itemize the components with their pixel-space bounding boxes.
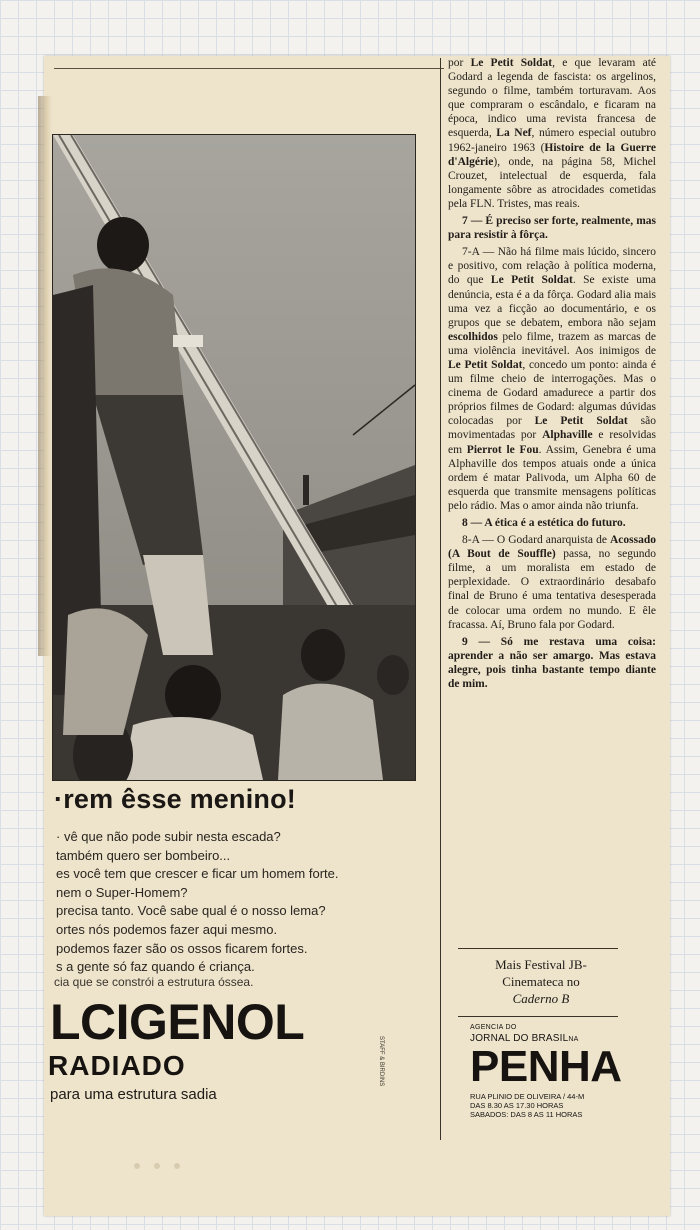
promo-line: Caderno B: [512, 991, 570, 1006]
agency-label: AGENCIA DO: [470, 1024, 517, 1031]
issue-title: Histoire de la Guerre d'Algérie: [448, 141, 657, 168]
article-column: [448, 56, 656, 691]
ad-line: podemos fazer são os ossos ficarem fortes.: [56, 940, 308, 956]
ad-body: [56, 828, 416, 977]
agency-hours: DAS 8.30 AS 17.30 HORAS: [470, 1101, 564, 1110]
ad-credit: STAFF & BIRDINS: [378, 1036, 384, 1087]
agency-address: RUA PLINIO DE OLIVEIRA / 44-M: [470, 1092, 585, 1101]
article-point-heading: 8 — A ética é a estética do futuro.: [462, 517, 626, 529]
ad-line: · vê que não pode subir nesta escada?: [56, 829, 281, 844]
festival-promo: [456, 956, 626, 1007]
ad-line: es você tem que crescer e ficar um homem forte.: [56, 866, 339, 882]
top-rule: [54, 68, 444, 69]
agency-hours: SABADOS: DAS 8 AS 11 HORAS: [470, 1110, 583, 1119]
article-paragraph: 8-A — O Godard anarquista de Acossado (A Bout de Souffle) passa, no segundo filme, a um moralista em estado de perplexidade. O extraordinário desabafo final de Bruno é uma tentativa desesperada de colocar uma ordem no mundo. E êle fracassa. Aí, Bruno fala por Godard.: [448, 534, 656, 631]
magazine-title: La Nef: [496, 127, 532, 140]
ad-brand-logo: LCIGENOL: [50, 994, 305, 1050]
agency-ad: [470, 1024, 650, 1119]
ad-tagline: cia que se constrói a estrutura óssea.: [54, 975, 254, 989]
ad-line: ortes nós podemos fazer aqui mesmo.: [56, 921, 278, 937]
ad-slogan: para uma estrutura sadia: [50, 1086, 217, 1103]
paper-marks: [134, 1156, 244, 1162]
ad-line: precisa tanto. Você sabe qual é o nosso lema?: [56, 903, 326, 919]
torn-edge: [38, 96, 52, 656]
promo-line: Mais Festival JB-: [495, 957, 587, 972]
promo-line: Cinemateca no: [502, 974, 580, 989]
promo-rule: [458, 948, 618, 949]
bombeiro-photo: [52, 134, 416, 781]
agency-name: JORNAL DO BRASILNA: [470, 1033, 579, 1044]
article-paragraph: 7-A — Não há filme mais lúcido, sincero e positivo, com relação à política moderna, do que Le Petit Soldat. Se existe uma denúncia, esta é a da fôrça. Godard alia mais uma vez a ficção ao documentário, e os grupos que se debatem, embora não sejam escolhidos pelo filme, trazem as marcas de uma violência inevitável. Aos inimigos de Le Petit Soldat, concedo um ponto: ainda é um filme cheio de interrogações. Mas o cinema de Godard amadurece a partir dos próprios filmes de Godard: algumas dúvidas colocadas por Le Petit Soldat são movimentadas por Alphaville e resolvidas em Pierrot le Fou. Assim, Genebra é uma Alphaville dos tempos atuais onde a única ordem é matar Palivoda, um Alpha 60 de esquerda que transmite mensagens políticas pelo rádio. Mas o amor ainda não triunfa.: [448, 246, 657, 512]
ad-headline: ·rem êsse menino!: [54, 784, 296, 814]
agency-city: PENHA: [470, 1042, 622, 1091]
ad-line: s a gente só faz quando é criança.: [56, 959, 255, 975]
ad-brand-subtitle: RADIADO: [48, 1050, 186, 1081]
article-paragraph: por Le Petit Soldat, e que levaram até Godard a legenda de fascista: os argelinos, segundo o filme, também torturavam. Aos que compraram o escândalo, e ficaram na época, indico uma revista francesa de esquerda, La Nef, número especial outubro 1962-janeiro 1963 (Histoire de la Guerre d'Algérie), onde, na página 58, Michel Crouzet, intelectual de esquerda, fala longamente sôbre as atrocidades cometidas pela FLN. Tristes, mas reais.: [448, 57, 657, 210]
article-point-heading: 7 — É preciso ser forte, realmente, mas para resistir à fôrça.: [448, 215, 656, 242]
ad-line: nem o Super-Homem?: [56, 884, 188, 900]
film-title: Le Petit Soldat: [470, 57, 553, 69]
column-divider: [440, 58, 441, 1140]
promo-rule: [458, 1016, 618, 1017]
newspaper-clipping: [44, 56, 670, 1216]
ad-line: também quero ser bombeiro...: [56, 847, 231, 863]
article-point-heading: 9 — Só me restava uma coisa: aprender a não ser amargo. Mas estava alegre, pois tinha bastante tempo diante de mim.: [448, 635, 656, 691]
